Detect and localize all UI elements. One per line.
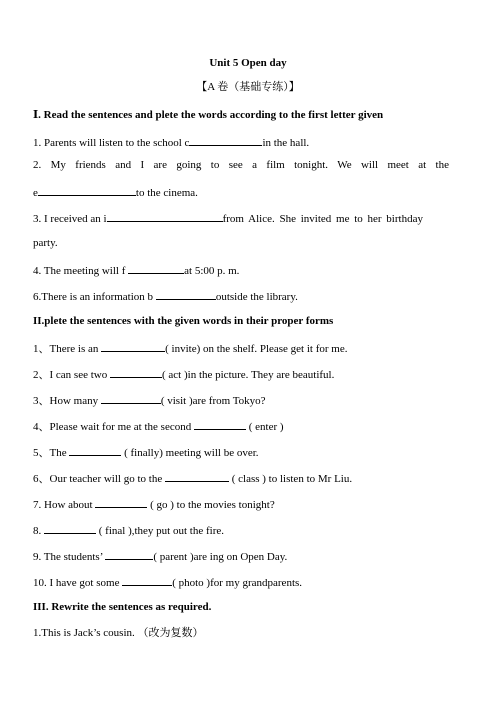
item-text: to the cinema. bbox=[135, 187, 198, 199]
item-text: at 5:00 p. m. bbox=[184, 265, 240, 277]
item-text: in the hall. bbox=[262, 137, 310, 149]
answer-blank bbox=[194, 418, 246, 430]
answer-blank bbox=[105, 548, 153, 560]
answer-blank bbox=[189, 134, 262, 146]
section2-item-7 bbox=[33, 496, 449, 512]
item-text: ( photo )for my grandparents. bbox=[172, 577, 303, 589]
answer-blank bbox=[128, 262, 184, 274]
item-text: 9. The students’ bbox=[33, 551, 106, 563]
answer-blank bbox=[95, 496, 147, 508]
item-text: ( go ) to the movies tonight? bbox=[147, 499, 275, 511]
item-text: ( finally) meeting will be over. bbox=[121, 447, 259, 459]
answer-blank bbox=[38, 184, 136, 196]
item-text: ( final ),they put out the fire. bbox=[96, 525, 224, 537]
item-text: 4、Please wait for me at the second bbox=[33, 421, 194, 433]
item-text: 3. I received an i bbox=[33, 213, 107, 225]
section3-heading: III. Rewrite the sentences as required. bbox=[33, 601, 212, 613]
section3-item-1: 1.This is Jack’s cousin. （改为复数） bbox=[33, 627, 204, 639]
section1-item-1 bbox=[33, 134, 449, 150]
answer-blank bbox=[101, 392, 161, 404]
section1-item-3-cont: party. bbox=[33, 237, 58, 249]
answer-blank bbox=[165, 470, 229, 482]
item-text: e bbox=[33, 187, 38, 199]
section1-item-3 bbox=[33, 210, 449, 226]
answer-blank bbox=[101, 340, 165, 352]
section2-item-3 bbox=[33, 392, 449, 408]
item-text: ( invite) on the shelf. Please get it for me. bbox=[165, 343, 348, 355]
item-text: 5、The bbox=[33, 447, 70, 459]
item-text: 7. How about bbox=[33, 499, 96, 511]
item-text: ( enter ) bbox=[245, 421, 284, 433]
section2-item-6 bbox=[33, 470, 449, 486]
answer-blank bbox=[107, 210, 223, 222]
section2-item-2 bbox=[33, 366, 449, 382]
item-text: 6、Our teacher will go to the bbox=[33, 473, 165, 485]
item-text: from Alice. She invited me to her birthday bbox=[222, 213, 423, 225]
item-text: ( class ) to listen to Mr Liu. bbox=[228, 473, 353, 485]
section2-item-4 bbox=[33, 418, 449, 434]
answer-blank bbox=[122, 574, 172, 586]
section2-item-8 bbox=[33, 522, 449, 538]
page-subtitle: 【A 卷（基础专练）】 bbox=[196, 81, 300, 93]
answer-blank bbox=[69, 444, 121, 456]
item-text: 1、There is an bbox=[33, 343, 102, 355]
item-text: 4. The meeting will f bbox=[33, 265, 129, 277]
section2-heading: II.plete the sentences with the given words in their proper forms bbox=[33, 315, 334, 327]
page-title: Unit 5 Open day bbox=[209, 57, 287, 69]
item-text: 2、I can see two bbox=[33, 369, 110, 381]
item-text: 6.There is an information b bbox=[33, 291, 156, 303]
section2-item-9 bbox=[33, 548, 449, 564]
section2-item-1 bbox=[33, 340, 449, 356]
section1-item-5 bbox=[33, 288, 449, 304]
section1-item-4 bbox=[33, 262, 449, 278]
section1-item-2-line1: 2. My friends and I are going to see a film tonight. We will meet at the bbox=[33, 159, 449, 171]
section2-item-10 bbox=[33, 574, 449, 590]
answer-blank bbox=[110, 366, 162, 378]
item-text: ( parent )are ing on Open Day. bbox=[153, 551, 288, 563]
section1-item-2-line2 bbox=[33, 184, 449, 200]
item-text: 10. I have got some bbox=[33, 577, 123, 589]
item-text: 8. bbox=[33, 525, 44, 537]
item-text: 1. Parents will listen to the school c bbox=[33, 137, 190, 149]
section2-item-5 bbox=[33, 444, 449, 460]
item-text: ( visit )are from Tokyo? bbox=[160, 395, 266, 407]
item-text: 3、How many bbox=[33, 395, 101, 407]
item-text: outside the library. bbox=[215, 291, 298, 303]
item-text: ( act )in the picture. They are beautiful. bbox=[161, 369, 335, 381]
section1-heading: Ⅰ. Read the sentences and plete the words according to the first letter given bbox=[33, 109, 384, 121]
answer-blank bbox=[156, 288, 216, 300]
answer-blank bbox=[44, 522, 96, 534]
